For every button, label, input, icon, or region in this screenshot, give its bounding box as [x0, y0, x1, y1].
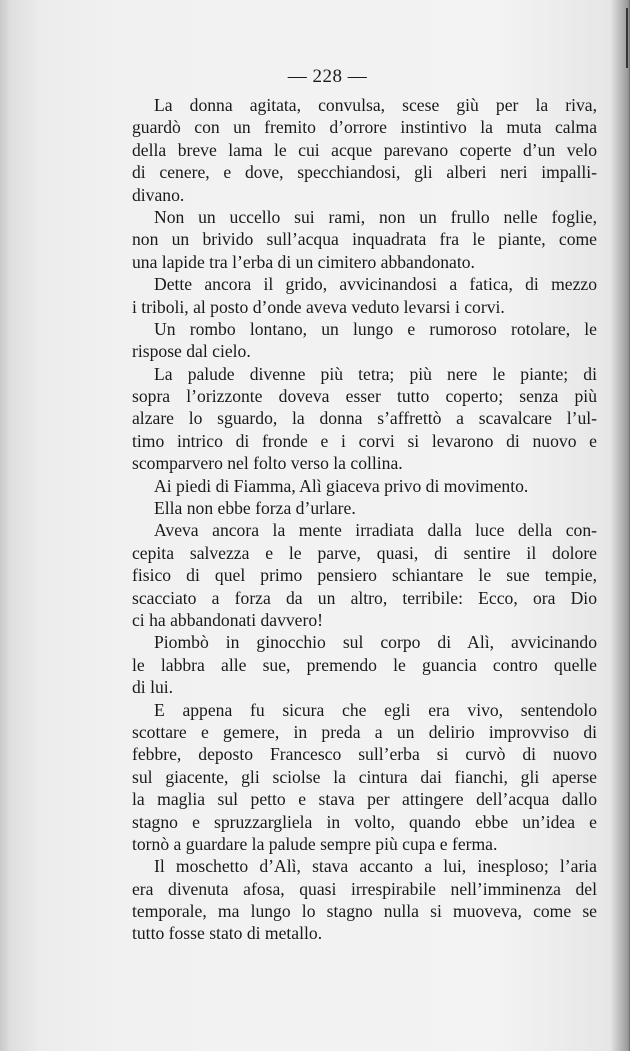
text-line: febbre, deposto Francesco sull’erba si curvò di nuovo: [132, 744, 597, 765]
text-line: scomparvero nel folto verso la collina.: [132, 453, 403, 474]
text-line: Ai piedi di Fiamma, Alì giaceva privo di movimento.: [154, 475, 529, 496]
text-line: Non un uccello sui rami, non un frullo nelle foglie,: [154, 206, 597, 227]
body-text: [132, 94, 597, 945]
text-line: temporale, ma lungo lo stagno nulla si muoveva, come se: [132, 901, 597, 922]
text-line: fisico di quel primo pensiero schiantare le sue tempie,: [132, 565, 597, 586]
text-line: guardò con un fremito d’orrore instintivo la muta calma: [132, 117, 597, 138]
text-line: una lapide tra l’erba di un cimitero abbandonato.: [132, 251, 475, 272]
paragraph: [132, 699, 597, 856]
paragraph: [132, 273, 597, 318]
paragraph: [132, 363, 597, 475]
text-line: scottare e gemere, in preda a un delirio improvviso di: [132, 721, 597, 742]
text-line: di cenere, e dove, specchiandosi, gli alberi neri impalli-: [132, 162, 597, 183]
text-line: Il moschetto d’Alì, stava accanto a lui, inesploso; l’aria: [154, 856, 597, 877]
text-line: Un rombo lontano, un lungo e rumoroso rotolare, le: [154, 318, 597, 339]
paragraph: [132, 318, 597, 363]
text-line: La palude divenne più tetra; più nere le piante; di: [154, 363, 597, 384]
text-line: sul giacente, gli sciolse la cintura dai fianchi, gli aperse: [132, 766, 597, 787]
text-line: cepita salvezza e le parve, quasi, di sentire il dolore: [132, 542, 597, 563]
paragraph: [132, 94, 597, 206]
page-edge-shadow: [626, 8, 628, 68]
text-line: era divenuta afosa, quasi irrespirabile nell’imminenza del: [132, 878, 597, 899]
text-line: Aveva ancora la mente irradiata dalla luce della con-: [154, 520, 597, 541]
paragraph: [132, 497, 597, 519]
paragraph: [132, 519, 597, 631]
text-line: timo intrico di fronde e i corvi si levarono di nuovo e: [132, 430, 597, 451]
text-line: E appena fu sicura che egli era vivo, sentendolo: [154, 699, 597, 720]
text-line: di lui.: [132, 677, 174, 698]
text-line: sopra l’orizzonte doveva esser tutto coperto; senza più: [132, 386, 597, 407]
text-line: rispose dal cielo.: [132, 341, 251, 362]
text-line: scacciato a forza da un altro, terribile: Ecco, ora Dio: [132, 587, 597, 608]
text-line: stagno e spruzzargliela in volto, quando ebbe un’idea e: [132, 811, 597, 832]
text-line: Ella non ebbe forza d’urlare.: [154, 498, 356, 519]
text-line: tutto fosse stato di metallo.: [132, 923, 323, 944]
paragraph: [132, 855, 597, 945]
text-line: tornò a guardare la palude sempre più cupa e ferma.: [132, 833, 498, 854]
text-line: la maglia sul petto e stava per attingere dell’acqua dallo: [132, 789, 597, 810]
text-line: i triboli, al posto d’onde aveva veduto levarsi i corvi.: [132, 296, 505, 317]
text-line: Dette ancora il grido, avvicinandosi a fatica, di mezzo: [154, 274, 597, 295]
text-line: alzare lo sguardo, la donna s’affrettò a scavalcare l’ul-: [132, 408, 597, 429]
text-line: non un brivido sull’acqua inquadrata fra le piante, come: [132, 229, 597, 250]
text-line: della breve lama le cui acque parevano coperte d’un velo: [132, 139, 597, 160]
page-number: — 228 —: [287, 66, 368, 87]
paragraph: [132, 206, 597, 273]
text-line: ci ha abbandonati davvero!: [132, 609, 324, 630]
text-line: le labbra alle sue, premendo le guancia contro quelle: [132, 654, 597, 675]
text-line: Piombò in ginocchio sul corpo di Alì, avvicinando: [154, 632, 597, 653]
paragraph: [132, 475, 597, 497]
text-line: divano.: [132, 184, 185, 205]
text-line: La donna agitata, convulsa, scese giù per la riva,: [154, 95, 597, 115]
paragraph: [132, 631, 597, 698]
